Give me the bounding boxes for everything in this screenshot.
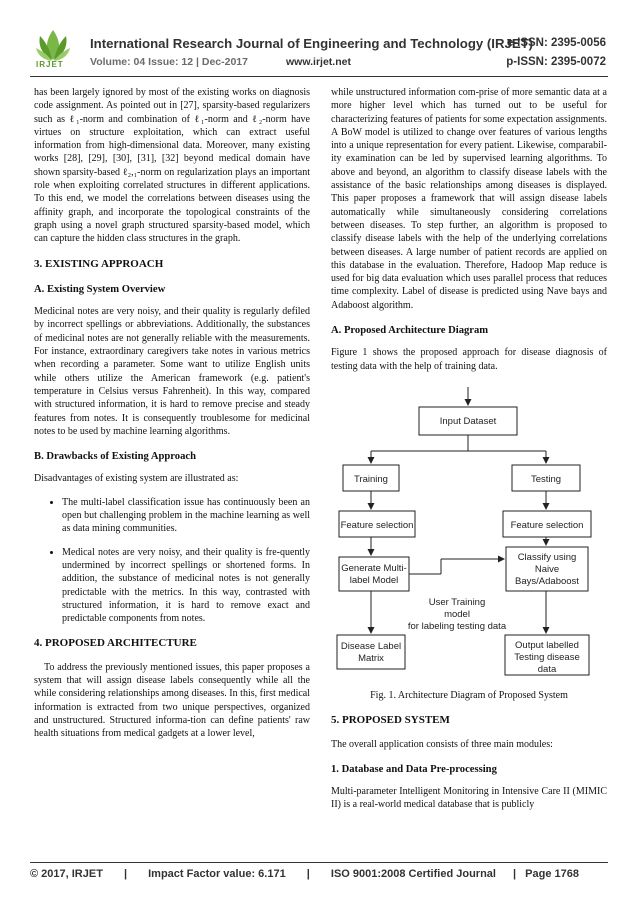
section-heading-proposed-system: 5. PROPOSED SYSTEM	[331, 714, 450, 727]
user-training-line2: model	[444, 608, 470, 620]
figure-caption: Fig. 1. Architecture Diagram of Proposed System	[370, 689, 568, 701]
paragraph: has been largely ignored by most of the existing works on diagnosis code assignment. As pointed out in [27], sparsity-based regularizers such as ℓ₁-norm and combination of ℓ₁-norm and ℓ₂-norm have virtues on structure exploitation, which can extract useful information from high-dimensional data. Moreover, many existing works [28], [29], [30], [31], [32] beyond medical domain have shown sparsity-based ℓ₂,₁-norm on regularization plays an important role when exploiting correlated structures in different applications. To this end, we model the correlations between diseases using the affinity graph, and incorporate the topological constraints of the graph using a novel graph structured sparsity-based model, which can capture the hidden class structures in the graph.	[34, 87, 310, 245]
matrix-label-line1: Disease Label	[340, 640, 402, 652]
architecture-diagram	[331, 383, 607, 683]
paragraph: Multi-parameter Intelligent Monitoring in Intensive Care II (MIMIC II) is a real-world medical database that is publicly	[331, 786, 607, 811]
section-heading-existing: 3. EXISTING APPROACH	[34, 257, 164, 270]
iso-certification: ISO 9001:2008 Certified Journal	[330, 868, 496, 880]
paragraph: To address the previously mentioned issues, this paper proposes a system that will assign disease labels consequently while all the while considering relationships among diseases. In this, first medical information is extracted from two unique perspectives, organized and unstructured. Structured informa-tion can define patients' raw health situations from medical gadgets at a lower level,	[34, 661, 310, 740]
right-column	[331, 86, 607, 822]
output-label-line1: Output labelled	[515, 639, 579, 651]
drawbacks-list	[34, 496, 310, 626]
output-label-line3: data	[537, 663, 557, 675]
subsection-heading-database: 1. Database and Data Pre-processing	[331, 763, 497, 775]
left-column	[34, 86, 310, 750]
feature-selection-right-label: Feature selection	[510, 519, 584, 531]
feature-selection-left-label: Feature selection	[340, 519, 414, 531]
paragraph: while unstructured information com-prise of more semantic data at a more higher level which has turned out to be useful for characterizing features of patients for some expectation assignments. A BoW model is utilized to change over features of various lengths into a unique representation for every patient. Likewise, comparabil-ity examination can be led by supervised learning algorithms. To above and beyond, an algorithm to classify disease labels with the assistance of the basic relationships among diseases is displayed. This paper proposes a framework that will assign disease labels automatically while simultaneously considering correlations between diseases. To step further, an algorithm is proposed to classify disease labels with the help of the underlying correlations between diseases. A large number of patient records are applied on this database in the evaluation. Therefore, Hadoop Map reduce is used for big data evaluation which uses parallel process that reduces time complexity. Label of disease is predicted using Nave bays and Adaboost algorithm.	[331, 87, 607, 311]
input-dataset-label: Input Dataset	[439, 415, 497, 427]
subsection-heading-architecture-diagram: A. Proposed Architecture Diagram	[331, 325, 489, 337]
footer-separator: |	[306, 868, 310, 880]
page-number: Page 1768	[525, 868, 579, 880]
testing-label: Testing	[530, 473, 562, 485]
footer-divider	[30, 862, 608, 863]
training-label: Training	[354, 473, 388, 485]
generate-label-line1: Generate Multi-	[341, 562, 407, 574]
subsection-heading-overview: A. Existing System Overview	[34, 283, 166, 295]
user-training-line3: for labeling testing data	[407, 620, 507, 632]
paragraph: Medicinal notes are very noisy, and their quality is regularly defiled by incorrect spellings or abbreviations. Additionally, the substances of medicinal notes are not generally reliable with the measurements. For instance, extraordinary caregivers take notes in various metrics when recording a parameter. Some want to utilize English units while others utilize the American framework (e.g. patient's temperature in Celsius versus Fahrenheit). In this way, compared with structured information, it is hard to remove precise and steady features from notes. It is consequently troublesome for medicinal notes to be used by machine learning algorithms.	[34, 306, 310, 437]
footer-separator: |	[513, 868, 517, 880]
journal-title: International Research Journal of Engineering and Technology (IRJET)	[90, 36, 534, 51]
architecture-diagram-svg	[331, 383, 607, 683]
footer-separator: |	[123, 868, 128, 880]
paragraph: Figure 1 shows the proposed approach for disease diagnosis of testing data with the help of training data.	[331, 347, 607, 372]
generate-label-line2: label Model	[349, 574, 399, 586]
list-item: • The multi-label classification issue has continuously been an open but challenging problem in the machine learning as well as data mining communities.	[62, 496, 310, 536]
journal-website-link[interactable]: www.irjet.net	[286, 56, 351, 68]
header-divider	[30, 76, 608, 77]
section-heading-proposed-architecture: 4. PROPOSED ARCHITECTURE	[34, 637, 197, 650]
e-issn: e-ISSN: 2395-0056	[506, 37, 606, 49]
copyright: © 2017, IRJET	[30, 868, 103, 880]
user-training-line1: User Training	[428, 596, 486, 608]
output-label-line2: Testing disease	[514, 651, 580, 663]
page-footer	[30, 868, 608, 880]
subsection-heading-drawbacks: B. Drawbacks of Existing Approach	[34, 451, 196, 463]
classify-label-line2: Naive	[534, 563, 560, 575]
classify-label-line1: Classify using	[517, 551, 577, 563]
matrix-label-line2: Matrix	[358, 652, 384, 664]
paragraph: Disadvantages of existing system are illustrated as:	[34, 473, 239, 485]
p-issn: p-ISSN: 2395-0072	[506, 56, 606, 68]
list-item: • Medical notes are very noisy, and their quality is fre-quently undermined by incorrect spellings or shortened forms. In addition, the substance of medicinal notes is not generally predictable with the metrics. In this way, contrasted with structured information, it is hard to remove exact and predictable components from notes.	[62, 546, 310, 626]
logo-text: IRJET	[36, 60, 64, 69]
classify-label-line3: Bays/Adaboost	[515, 575, 579, 587]
paragraph: The overall application consists of three main modules:	[331, 738, 553, 750]
volume-issue: Volume: 04 Issue: 12 | Dec-2017	[90, 56, 248, 68]
page-header	[0, 0, 638, 80]
impact-factor: Impact Factor value: 6.171	[148, 868, 286, 880]
